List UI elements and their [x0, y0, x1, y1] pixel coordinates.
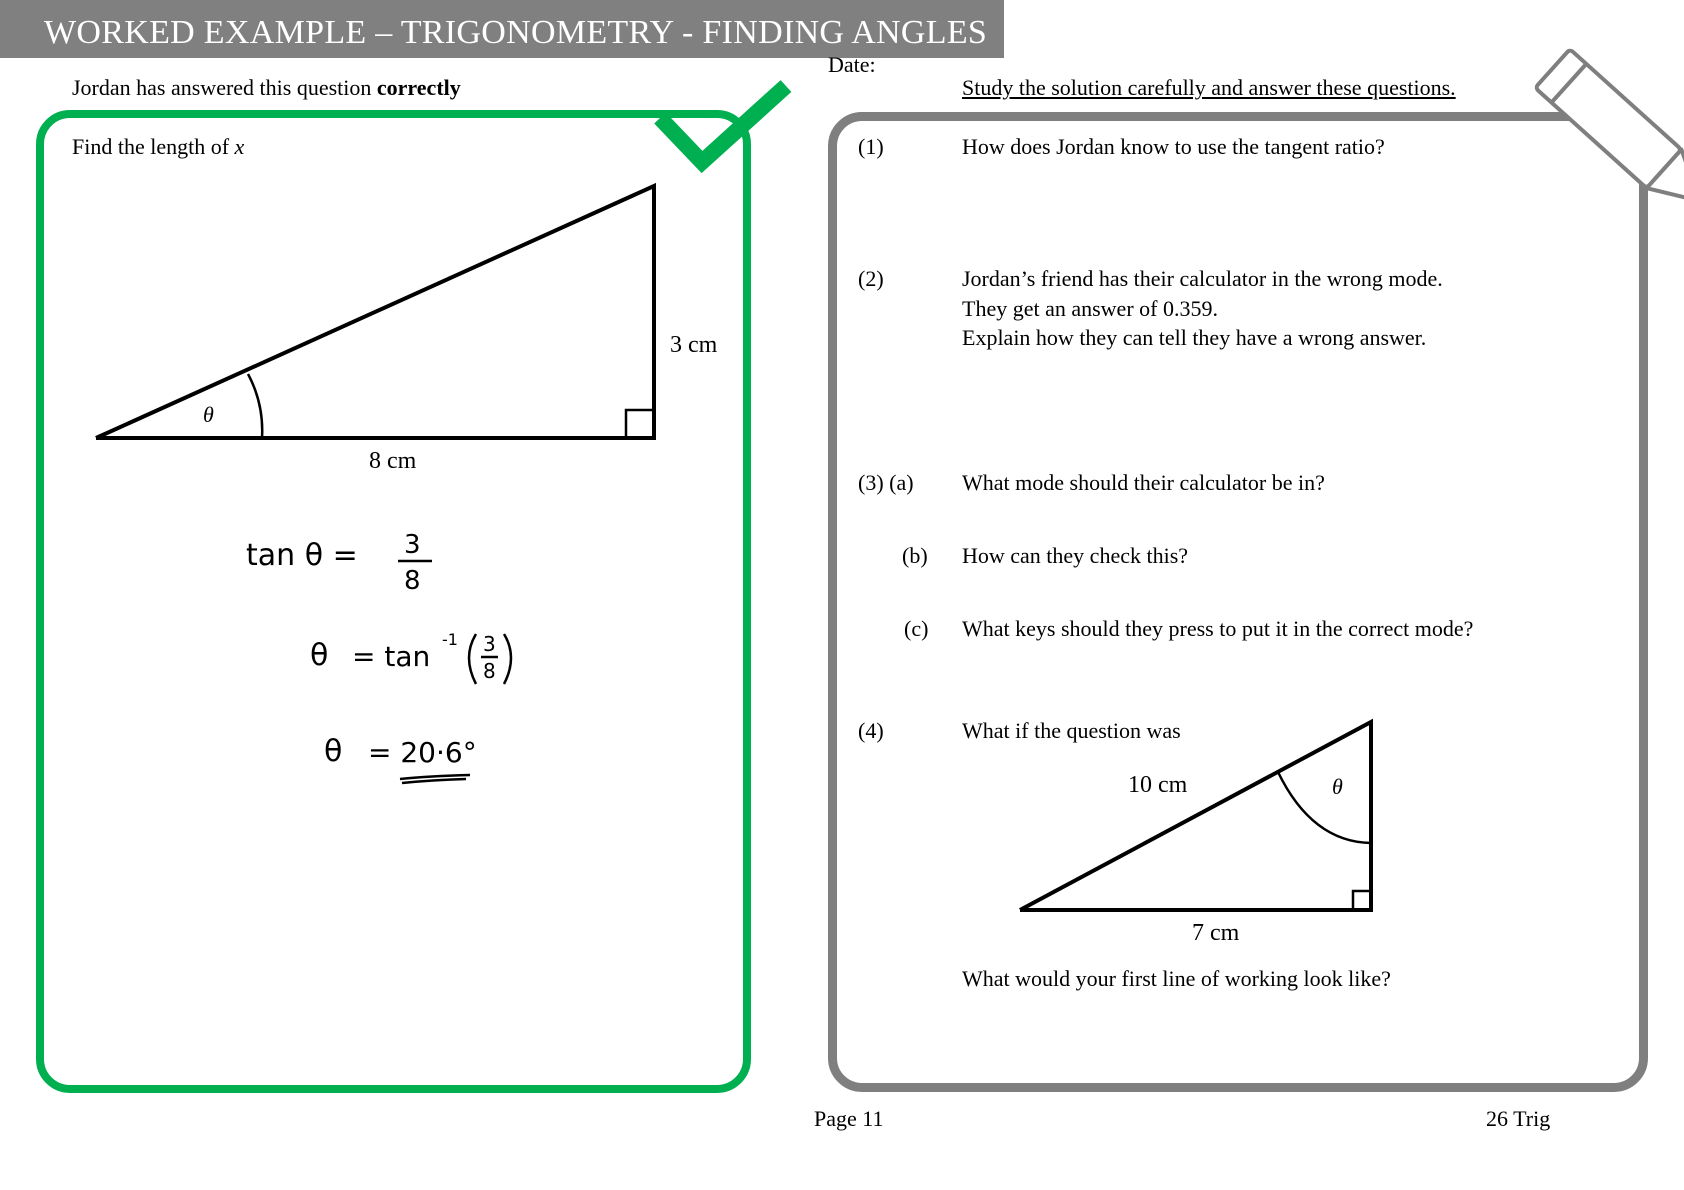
q4-number: (4) — [858, 718, 884, 743]
left-height-label: 3 cm — [670, 332, 718, 358]
right-hyp-label: 10 cm — [1128, 772, 1188, 798]
question-text: Find the length of x — [72, 134, 245, 159]
q3a-number: (3) (a) — [858, 470, 914, 495]
right-triangle — [1020, 722, 1371, 910]
q1-text: How does Jordan know to use the tangent ratio? — [962, 134, 1385, 159]
q3b-text: How can they check this? — [962, 543, 1189, 568]
right-base-label: 7 cm — [1192, 920, 1240, 946]
working-answer: = 20·6° — [368, 736, 477, 769]
working-line1: tan θ = — [246, 538, 358, 573]
q4-text: What if the question was — [962, 718, 1181, 743]
left-triangle — [96, 186, 654, 438]
q2-number: (2) — [858, 266, 884, 291]
date-label: Date: — [828, 52, 876, 77]
page-title: WORKED EXAMPLE – TRIGONOMETRY - FINDING ANGLES — [44, 14, 988, 51]
page-number: Page 11 — [814, 1106, 884, 1131]
working-line2-lhs: θ — [310, 638, 329, 673]
intro-bold: correctly — [376, 75, 461, 100]
intro-text: Jordan has answered this question correctly — [72, 75, 461, 100]
q1-number: (1) — [858, 134, 884, 159]
q3c-text: What keys should they press to put it in the correct mode? — [962, 616, 1474, 641]
final-question: What would your first line of working look like? — [962, 966, 1391, 991]
working-line1-den: 8 — [404, 566, 421, 596]
q2-line3: Explain how they can tell they have a wrong answer. — [962, 325, 1427, 350]
left-base-label: 8 cm — [369, 448, 417, 474]
checkmark-icon — [660, 86, 786, 162]
working-line2-den: 8 — [483, 659, 496, 683]
answer-underline — [400, 775, 470, 783]
pencil-icon — [1535, 49, 1684, 220]
working-line2-rhs: = tan — [352, 640, 431, 673]
q2-line2: They get an answer of 0.359. — [962, 296, 1218, 321]
working-line3-lhs: θ — [324, 734, 343, 769]
resource-code: 26 Trig — [1486, 1106, 1551, 1131]
instruction-text: Study the solution carefully and answer these questions. — [962, 75, 1456, 100]
working-line2-num: 3 — [483, 632, 496, 656]
right-angle-label: θ — [1332, 774, 1343, 799]
q3a-text: What mode should their calculator be in? — [962, 470, 1325, 495]
working-line2-exp: -1 — [442, 630, 458, 649]
q3b-number: (b) — [902, 543, 928, 568]
q2-line1: Jordan’s friend has their calculator in the wrong mode. — [962, 266, 1443, 291]
q3c-number: (c) — [904, 616, 929, 641]
working-line1-num: 3 — [404, 530, 421, 560]
left-angle-label: θ — [203, 402, 214, 427]
question-variable: x — [234, 134, 245, 159]
